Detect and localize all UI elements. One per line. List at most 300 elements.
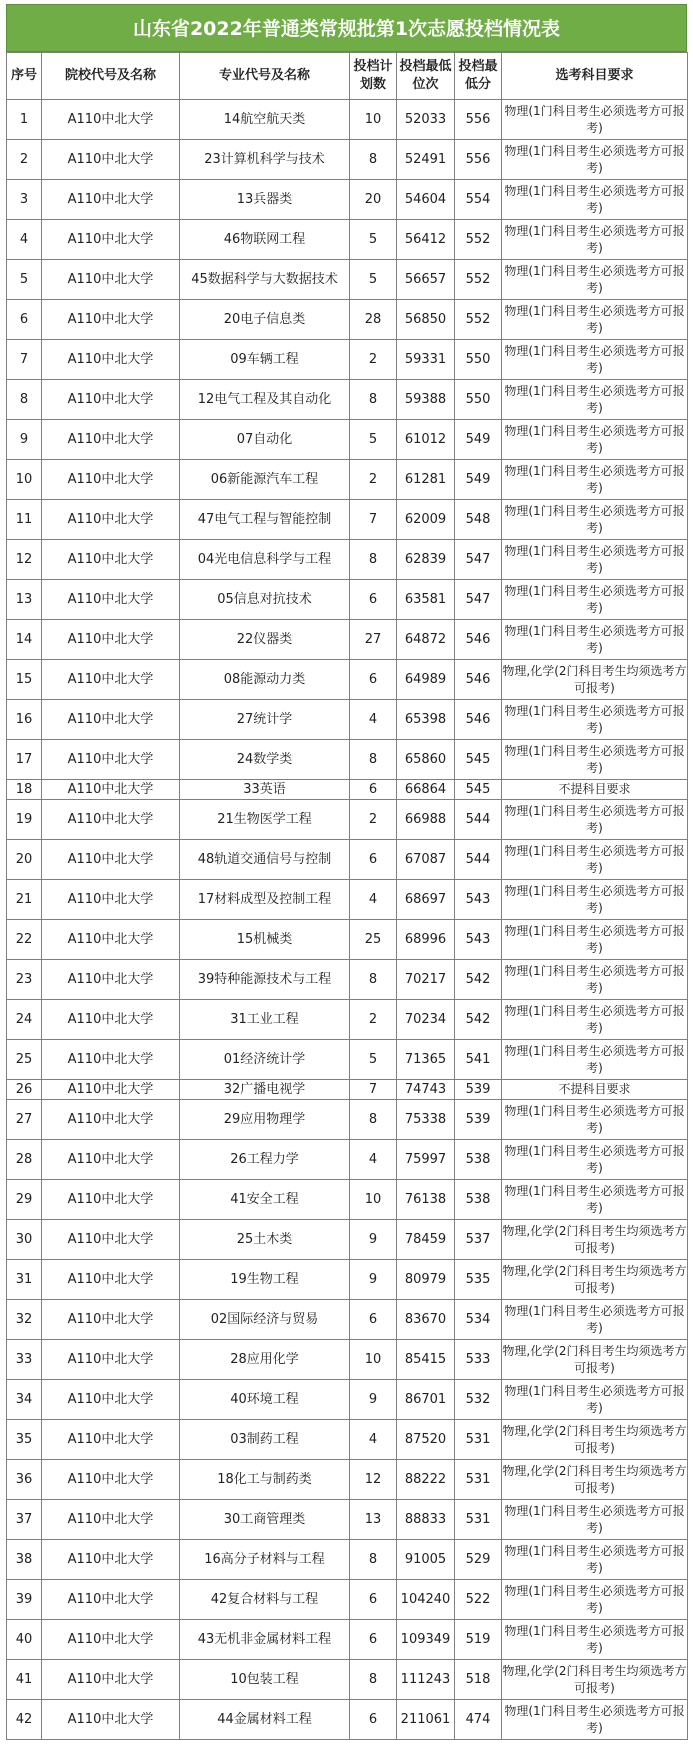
table-row	[7, 1460, 688, 1500]
cell-school: A110中北大学	[42, 700, 180, 740]
cell-subject-requirement: 物理(1门科目考生必须选考方可报考)	[502, 1500, 688, 1540]
cell-seq: 21	[7, 880, 42, 920]
cell-subject-requirement: 物理(1门科目考生必须选考方可报考)	[502, 800, 688, 840]
cell-school: A110中北大学	[42, 1080, 180, 1100]
cell-plan: 13	[350, 1500, 397, 1540]
cell-rank: 54604	[397, 180, 455, 220]
cell-rank: 66988	[397, 800, 455, 840]
cell-school: A110中北大学	[42, 460, 180, 500]
cell-school: A110中北大学	[42, 740, 180, 780]
cell-subject-requirement: 物理(1门科目考生必须选考方可报考)	[502, 500, 688, 540]
cell-major: 09车辆工程	[180, 340, 350, 380]
header-rank: 投档最低位次	[397, 53, 455, 100]
cell-school: A110中北大学	[42, 1140, 180, 1180]
table-row	[7, 880, 688, 920]
cell-seq: 7	[7, 340, 42, 380]
header-seq: 序号	[7, 53, 42, 100]
table-row	[7, 1340, 688, 1380]
cell-rank: 87520	[397, 1420, 455, 1460]
cell-school: A110中北大学	[42, 1300, 180, 1340]
cell-score: 544	[455, 800, 502, 840]
cell-school: A110中北大学	[42, 1260, 180, 1300]
cell-score: 542	[455, 960, 502, 1000]
table-title: 山东省2022年普通类常规批第1次志愿投档情况表	[6, 4, 687, 52]
cell-school: A110中北大学	[42, 180, 180, 220]
cell-school: A110中北大学	[42, 420, 180, 460]
cell-plan: 8	[350, 540, 397, 580]
cell-major: 43无机非金属材料工程	[180, 1620, 350, 1660]
cell-rank: 56412	[397, 220, 455, 260]
cell-plan: 2	[350, 800, 397, 840]
table-row	[7, 1620, 688, 1660]
cell-seq: 12	[7, 540, 42, 580]
cell-rank: 67087	[397, 840, 455, 880]
cell-rank: 61012	[397, 420, 455, 460]
cell-score: 552	[455, 300, 502, 340]
cell-seq: 9	[7, 420, 42, 460]
cell-score: 522	[455, 1580, 502, 1620]
cell-rank: 56657	[397, 260, 455, 300]
cell-rank: 111243	[397, 1660, 455, 1700]
cell-plan: 2	[350, 1000, 397, 1040]
cell-major: 02国际经济与贸易	[180, 1300, 350, 1340]
cell-rank: 109349	[397, 1620, 455, 1660]
cell-score: 534	[455, 1300, 502, 1340]
cell-rank: 59388	[397, 380, 455, 420]
cell-plan: 8	[350, 1660, 397, 1700]
cell-plan: 5	[350, 260, 397, 300]
cell-school: A110中北大学	[42, 580, 180, 620]
cell-rank: 65398	[397, 700, 455, 740]
cell-major: 33英语	[180, 780, 350, 800]
cell-major: 24数学类	[180, 740, 350, 780]
cell-plan: 6	[350, 1300, 397, 1340]
cell-rank: 52491	[397, 140, 455, 180]
cell-major: 44金属材料工程	[180, 1700, 350, 1740]
cell-score: 552	[455, 260, 502, 300]
cell-seq: 28	[7, 1140, 42, 1180]
cell-rank: 80979	[397, 1260, 455, 1300]
cell-rank: 83670	[397, 1300, 455, 1340]
cell-school: A110中北大学	[42, 960, 180, 1000]
cell-major: 25土木类	[180, 1220, 350, 1260]
cell-seq: 35	[7, 1420, 42, 1460]
cell-plan: 5	[350, 220, 397, 260]
cell-major: 04光电信息科学与工程	[180, 540, 350, 580]
cell-score: 550	[455, 340, 502, 380]
cell-seq: 14	[7, 620, 42, 660]
cell-score: 538	[455, 1180, 502, 1220]
cell-score: 556	[455, 140, 502, 180]
cell-seq: 30	[7, 1220, 42, 1260]
cell-subject-requirement: 物理(1门科目考生必须选考方可报考)	[502, 260, 688, 300]
table-body	[7, 100, 688, 1740]
cell-school: A110中北大学	[42, 1660, 180, 1700]
cell-school: A110中北大学	[42, 780, 180, 800]
table-row	[7, 1000, 688, 1040]
cell-seq: 42	[7, 1700, 42, 1740]
cell-seq: 27	[7, 1100, 42, 1140]
cell-major: 06新能源汽车工程	[180, 460, 350, 500]
cell-major: 03制药工程	[180, 1420, 350, 1460]
cell-school: A110中北大学	[42, 1460, 180, 1500]
cell-plan: 6	[350, 1700, 397, 1740]
cell-rank: 70217	[397, 960, 455, 1000]
cell-plan: 6	[350, 1580, 397, 1620]
cell-major: 31工业工程	[180, 1000, 350, 1040]
cell-subject-requirement: 物理(1门科目考生必须选考方可报考)	[502, 1140, 688, 1180]
cell-subject-requirement: 物理(1门科目考生必须选考方可报考)	[502, 340, 688, 380]
cell-seq: 36	[7, 1460, 42, 1500]
cell-subject-requirement: 物理,化学(2门科目考生均须选考方可报考)	[502, 1660, 688, 1700]
cell-score: 541	[455, 1040, 502, 1080]
cell-score: 529	[455, 1540, 502, 1580]
cell-major: 21生物医学工程	[180, 800, 350, 840]
cell-rank: 70234	[397, 1000, 455, 1040]
cell-seq: 5	[7, 260, 42, 300]
cell-seq: 38	[7, 1540, 42, 1580]
cell-score: 549	[455, 460, 502, 500]
cell-plan: 4	[350, 1140, 397, 1180]
cell-seq: 2	[7, 140, 42, 180]
cell-plan: 6	[350, 1620, 397, 1660]
cell-seq: 22	[7, 920, 42, 960]
cell-seq: 4	[7, 220, 42, 260]
cell-subject-requirement: 物理,化学(2门科目考生均须选考方可报考)	[502, 1420, 688, 1460]
cell-seq: 20	[7, 840, 42, 880]
cell-subject-requirement: 物理(1门科目考生必须选考方可报考)	[502, 700, 688, 740]
cell-major: 29应用物理学	[180, 1100, 350, 1140]
cell-school: A110中北大学	[42, 340, 180, 380]
cell-subject-requirement: 物理(1门科目考生必须选考方可报考)	[502, 1180, 688, 1220]
table-row	[7, 800, 688, 840]
table-row	[7, 460, 688, 500]
cell-major: 27统计学	[180, 700, 350, 740]
cell-rank: 78459	[397, 1220, 455, 1260]
cell-seq: 39	[7, 1580, 42, 1620]
cell-rank: 74743	[397, 1080, 455, 1100]
cell-seq: 11	[7, 500, 42, 540]
table-row	[7, 1540, 688, 1580]
cell-subject-requirement: 物理(1门科目考生必须选考方可报考)	[502, 740, 688, 780]
cell-rank: 62839	[397, 540, 455, 580]
cell-plan: 8	[350, 380, 397, 420]
cell-school: A110中北大学	[42, 1100, 180, 1140]
cell-subject-requirement: 物理(1门科目考生必须选考方可报考)	[502, 1580, 688, 1620]
cell-score: 531	[455, 1460, 502, 1500]
cell-plan: 6	[350, 580, 397, 620]
cell-major: 17材料成型及控制工程	[180, 880, 350, 920]
cell-school: A110中北大学	[42, 660, 180, 700]
cell-plan: 6	[350, 780, 397, 800]
table-row	[7, 1140, 688, 1180]
cell-subject-requirement: 物理(1门科目考生必须选考方可报考)	[502, 1700, 688, 1740]
cell-subject-requirement: 物理(1门科目考生必须选考方可报考)	[502, 140, 688, 180]
header-score: 投档最低分	[455, 53, 502, 100]
cell-plan: 8	[350, 140, 397, 180]
cell-plan: 4	[350, 880, 397, 920]
cell-rank: 63581	[397, 580, 455, 620]
cell-school: A110中北大学	[42, 840, 180, 880]
cell-subject-requirement: 物理(1门科目考生必须选考方可报考)	[502, 180, 688, 220]
cell-subject-requirement: 物理(1门科目考生必须选考方可报考)	[502, 1000, 688, 1040]
table-row	[7, 260, 688, 300]
table-row	[7, 220, 688, 260]
cell-score: 546	[455, 660, 502, 700]
cell-major: 01经济统计学	[180, 1040, 350, 1080]
cell-rank: 68697	[397, 880, 455, 920]
cell-score: 556	[455, 100, 502, 140]
cell-plan: 10	[350, 1180, 397, 1220]
cell-seq: 16	[7, 700, 42, 740]
cell-school: A110中北大学	[42, 1220, 180, 1260]
cell-score: 550	[455, 380, 502, 420]
cell-score: 543	[455, 920, 502, 960]
cell-seq: 15	[7, 660, 42, 700]
table-row	[7, 660, 688, 700]
table-row	[7, 1380, 688, 1420]
cell-school: A110中北大学	[42, 220, 180, 260]
cell-score: 519	[455, 1620, 502, 1660]
cell-seq: 18	[7, 780, 42, 800]
cell-major: 45数据科学与大数据技术	[180, 260, 350, 300]
cell-school: A110中北大学	[42, 920, 180, 960]
cell-plan: 5	[350, 420, 397, 460]
cell-seq: 19	[7, 800, 42, 840]
cell-rank: 64872	[397, 620, 455, 660]
table-row	[7, 180, 688, 220]
cell-score: 538	[455, 1140, 502, 1180]
cell-plan: 7	[350, 500, 397, 540]
cell-plan: 12	[350, 1460, 397, 1500]
cell-school: A110中北大学	[42, 1380, 180, 1420]
cell-school: A110中北大学	[42, 1340, 180, 1380]
cell-seq: 24	[7, 1000, 42, 1040]
cell-score: 544	[455, 840, 502, 880]
cell-seq: 6	[7, 300, 42, 340]
cell-score: 539	[455, 1080, 502, 1100]
header-subject: 选考科目要求	[502, 53, 688, 100]
table-row	[7, 500, 688, 540]
cell-score: 545	[455, 780, 502, 800]
cell-seq: 3	[7, 180, 42, 220]
cell-rank: 86701	[397, 1380, 455, 1420]
cell-subject-requirement: 物理(1门科目考生必须选考方可报考)	[502, 1100, 688, 1140]
header-row	[7, 53, 688, 100]
cell-major: 41安全工程	[180, 1180, 350, 1220]
table-row	[7, 740, 688, 780]
cell-major: 10包装工程	[180, 1660, 350, 1700]
cell-subject-requirement: 物理,化学(2门科目考生均须选考方可报考)	[502, 1260, 688, 1300]
cell-subject-requirement: 物理,化学(2门科目考生均须选考方可报考)	[502, 1220, 688, 1260]
table-row	[7, 780, 688, 800]
cell-major: 40环境工程	[180, 1380, 350, 1420]
cell-major: 32广播电视学	[180, 1080, 350, 1100]
cell-score: 535	[455, 1260, 502, 1300]
cell-score: 474	[455, 1700, 502, 1740]
cell-score: 542	[455, 1000, 502, 1040]
cell-plan: 6	[350, 660, 397, 700]
cell-school: A110中北大学	[42, 1700, 180, 1740]
cell-score: 547	[455, 540, 502, 580]
cell-score: 546	[455, 700, 502, 740]
cell-seq: 26	[7, 1080, 42, 1100]
table-row	[7, 1040, 688, 1080]
cell-major: 12电气工程及其自动化	[180, 380, 350, 420]
cell-major: 39特种能源技术与工程	[180, 960, 350, 1000]
cell-plan: 9	[350, 1260, 397, 1300]
cell-school: A110中北大学	[42, 100, 180, 140]
cell-score: 548	[455, 500, 502, 540]
cell-seq: 17	[7, 740, 42, 780]
cell-plan: 27	[350, 620, 397, 660]
cell-seq: 33	[7, 1340, 42, 1380]
cell-rank: 59331	[397, 340, 455, 380]
cell-school: A110中北大学	[42, 300, 180, 340]
cell-major: 22仪器类	[180, 620, 350, 660]
cell-rank: 211061	[397, 1700, 455, 1740]
cell-seq: 25	[7, 1040, 42, 1080]
cell-rank: 61281	[397, 460, 455, 500]
cell-seq: 23	[7, 960, 42, 1000]
table-row	[7, 580, 688, 620]
cell-seq: 32	[7, 1300, 42, 1340]
header-school: 院校代号及名称	[42, 53, 180, 100]
table-row	[7, 340, 688, 380]
cell-subject-requirement: 物理(1门科目考生必须选考方可报考)	[502, 840, 688, 880]
cell-subject-requirement: 物理(1门科目考生必须选考方可报考)	[502, 1540, 688, 1580]
cell-score: 531	[455, 1420, 502, 1460]
cell-seq: 10	[7, 460, 42, 500]
cell-major: 23计算机科学与技术	[180, 140, 350, 180]
cell-major: 14航空航天类	[180, 100, 350, 140]
cell-plan: 8	[350, 1540, 397, 1580]
cell-seq: 13	[7, 580, 42, 620]
cell-major: 18化工与制药类	[180, 1460, 350, 1500]
cell-subject-requirement: 物理(1门科目考生必须选考方可报考)	[502, 920, 688, 960]
cell-school: A110中北大学	[42, 1000, 180, 1040]
cell-rank: 85415	[397, 1340, 455, 1380]
cell-school: A110中北大学	[42, 540, 180, 580]
table-row	[7, 1080, 688, 1100]
cell-subject-requirement: 不提科目要求	[502, 1080, 688, 1100]
cell-major: 19生物工程	[180, 1260, 350, 1300]
cell-school: A110中北大学	[42, 1540, 180, 1580]
table-row	[7, 700, 688, 740]
table-row	[7, 960, 688, 1000]
cell-major: 15机械类	[180, 920, 350, 960]
cell-subject-requirement: 物理(1门科目考生必须选考方可报考)	[502, 1040, 688, 1080]
table-row	[7, 1420, 688, 1460]
cell-school: A110中北大学	[42, 380, 180, 420]
cell-subject-requirement: 物理(1门科目考生必须选考方可报考)	[502, 540, 688, 580]
cell-plan: 9	[350, 1380, 397, 1420]
table-row	[7, 140, 688, 180]
cell-rank: 52033	[397, 100, 455, 140]
cell-subject-requirement: 物理(1门科目考生必须选考方可报考)	[502, 100, 688, 140]
cell-major: 48轨道交通信号与控制	[180, 840, 350, 880]
cell-subject-requirement: 物理(1门科目考生必须选考方可报考)	[502, 220, 688, 260]
cell-plan: 10	[350, 1340, 397, 1380]
cell-rank: 65860	[397, 740, 455, 780]
cell-score: 545	[455, 740, 502, 780]
cell-plan: 28	[350, 300, 397, 340]
cell-plan: 10	[350, 100, 397, 140]
cell-plan: 4	[350, 1420, 397, 1460]
cell-subject-requirement: 物理(1门科目考生必须选考方可报考)	[502, 960, 688, 1000]
cell-plan: 9	[350, 1220, 397, 1260]
cell-seq: 41	[7, 1660, 42, 1700]
cell-school: A110中北大学	[42, 1420, 180, 1460]
cell-subject-requirement: 物理(1门科目考生必须选考方可报考)	[502, 420, 688, 460]
cell-school: A110中北大学	[42, 140, 180, 180]
cell-subject-requirement: 物理(1门科目考生必须选考方可报考)	[502, 1300, 688, 1340]
cell-seq: 1	[7, 100, 42, 140]
table-row	[7, 1300, 688, 1340]
cell-subject-requirement: 物理(1门科目考生必须选考方可报考)	[502, 1380, 688, 1420]
cell-plan: 7	[350, 1080, 397, 1100]
cell-school: A110中北大学	[42, 1620, 180, 1660]
cell-score: 546	[455, 620, 502, 660]
cell-plan: 8	[350, 1100, 397, 1140]
cell-plan: 2	[350, 340, 397, 380]
cell-rank: 75338	[397, 1100, 455, 1140]
cell-school: A110中北大学	[42, 500, 180, 540]
cell-school: A110中北大学	[42, 1580, 180, 1620]
cell-major: 13兵器类	[180, 180, 350, 220]
cell-major: 26工程力学	[180, 1140, 350, 1180]
cell-school: A110中北大学	[42, 1500, 180, 1540]
cell-score: 549	[455, 420, 502, 460]
table-row	[7, 100, 688, 140]
cell-rank: 71365	[397, 1040, 455, 1080]
cell-subject-requirement: 物理,化学(2门科目考生均须选考方可报考)	[502, 1340, 688, 1380]
cell-score: 543	[455, 880, 502, 920]
cell-plan: 8	[350, 960, 397, 1000]
table-row	[7, 1260, 688, 1300]
table-row	[7, 1220, 688, 1260]
cell-subject-requirement: 物理(1门科目考生必须选考方可报考)	[502, 880, 688, 920]
cell-seq: 8	[7, 380, 42, 420]
cell-rank: 62009	[397, 500, 455, 540]
cell-plan: 8	[350, 740, 397, 780]
cell-plan: 4	[350, 700, 397, 740]
table-row	[7, 300, 688, 340]
cell-plan: 2	[350, 460, 397, 500]
cell-score: 518	[455, 1660, 502, 1700]
cell-subject-requirement: 物理(1门科目考生必须选考方可报考)	[502, 1620, 688, 1660]
table-row	[7, 540, 688, 580]
table-row	[7, 1580, 688, 1620]
cell-score: 531	[455, 1500, 502, 1540]
cell-school: A110中北大学	[42, 1040, 180, 1080]
cell-rank: 64989	[397, 660, 455, 700]
cell-major: 05信息对抗技术	[180, 580, 350, 620]
table-row	[7, 1700, 688, 1740]
cell-seq: 40	[7, 1620, 42, 1660]
cell-major: 30工商管理类	[180, 1500, 350, 1540]
cell-major: 07自动化	[180, 420, 350, 460]
cell-score: 537	[455, 1220, 502, 1260]
cell-score: 547	[455, 580, 502, 620]
cell-major: 28应用化学	[180, 1340, 350, 1380]
cell-subject-requirement: 物理,化学(2门科目考生均须选考方可报考)	[502, 1460, 688, 1500]
admission-table	[6, 52, 688, 1740]
cell-school: A110中北大学	[42, 800, 180, 840]
cell-score: 552	[455, 220, 502, 260]
cell-rank: 66864	[397, 780, 455, 800]
cell-subject-requirement: 物理(1门科目考生必须选考方可报考)	[502, 300, 688, 340]
